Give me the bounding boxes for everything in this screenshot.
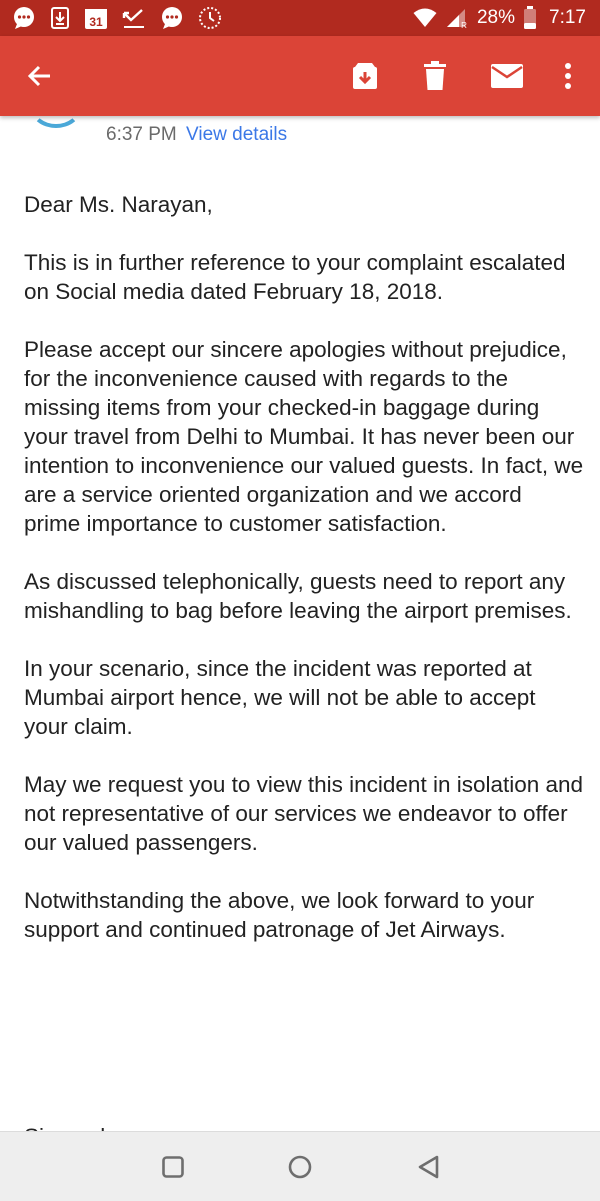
back-triangle-icon: [416, 1154, 442, 1180]
email-time: 6:37 PM: [106, 124, 177, 145]
status-bar: [0, 0, 600, 36]
missed-call-icon: [122, 7, 146, 29]
archive-button[interactable]: [345, 56, 385, 96]
delete-button[interactable]: [415, 56, 455, 96]
trash-icon: [422, 61, 448, 91]
clock-icon: [198, 6, 222, 30]
back-button[interactable]: [20, 56, 60, 96]
email-paragraph: Notwithstanding the above, we look forward to your support and continued patronage of Jet Airways.: [24, 888, 535, 942]
status-time: 7:17: [549, 7, 586, 28]
email-paragraph: As discussed telephonically, guests need to report any mishandling to bag before leaving the airport premises.: [24, 569, 572, 623]
recents-icon: [161, 1155, 185, 1179]
email-paragraph: In your scenario, since the incident was reported at Mumbai airport hence, we will not be able to accept your claim.: [24, 656, 536, 739]
calendar-icon: [84, 6, 108, 30]
email-body: [24, 190, 584, 973]
network-indicator: R: [461, 21, 467, 29]
back-arrow-icon: [26, 62, 54, 90]
battery-percent: 28%: [476, 7, 516, 28]
signal-icon: [445, 7, 467, 29]
more-options-button[interactable]: [548, 56, 588, 96]
email-paragraph: Dear Ms. Narayan,: [24, 192, 213, 217]
wifi-icon: [413, 8, 437, 28]
home-button[interactable]: [283, 1150, 317, 1184]
recents-button[interactable]: [156, 1150, 190, 1184]
status-system: [413, 0, 586, 36]
more-vert-icon: [564, 62, 572, 90]
mark-unread-button[interactable]: [487, 56, 527, 96]
email-paragraph: May we request you to view this incident in isolation and not representative of our services we endeavor to offer our valued passengers.: [24, 772, 584, 855]
archive-icon: [350, 61, 380, 91]
email-toolbar: [0, 36, 600, 116]
download-icon: [50, 6, 70, 30]
email-paragraph: Please accept our sincere apologies without prejudice, for the inconvenience caused with regards to the missing items from your checked-in baggage during your travel from Delhi to Mumbai. It has never been our intention to inconvenience our valued guests. In fact, we are a service oriented organization and we accord prime importance to customer satisfaction.: [24, 337, 584, 536]
email-paragraph: This is in further reference to your complaint escalated on Social media dated February 18, 2018.: [24, 250, 566, 304]
email-meta: [106, 124, 287, 146]
mail-icon: [490, 63, 524, 89]
calendar-day: 31: [89, 15, 103, 29]
system-nav-bar: [0, 1131, 600, 1201]
chat-bubble-icon: [160, 6, 184, 30]
view-details-link[interactable]: View details: [186, 124, 288, 145]
battery-icon: [523, 6, 537, 30]
status-notifications: [12, 0, 222, 36]
home-icon: [287, 1154, 313, 1180]
chat-bubble-icon: [12, 6, 36, 30]
nav-back-button[interactable]: [412, 1150, 446, 1184]
